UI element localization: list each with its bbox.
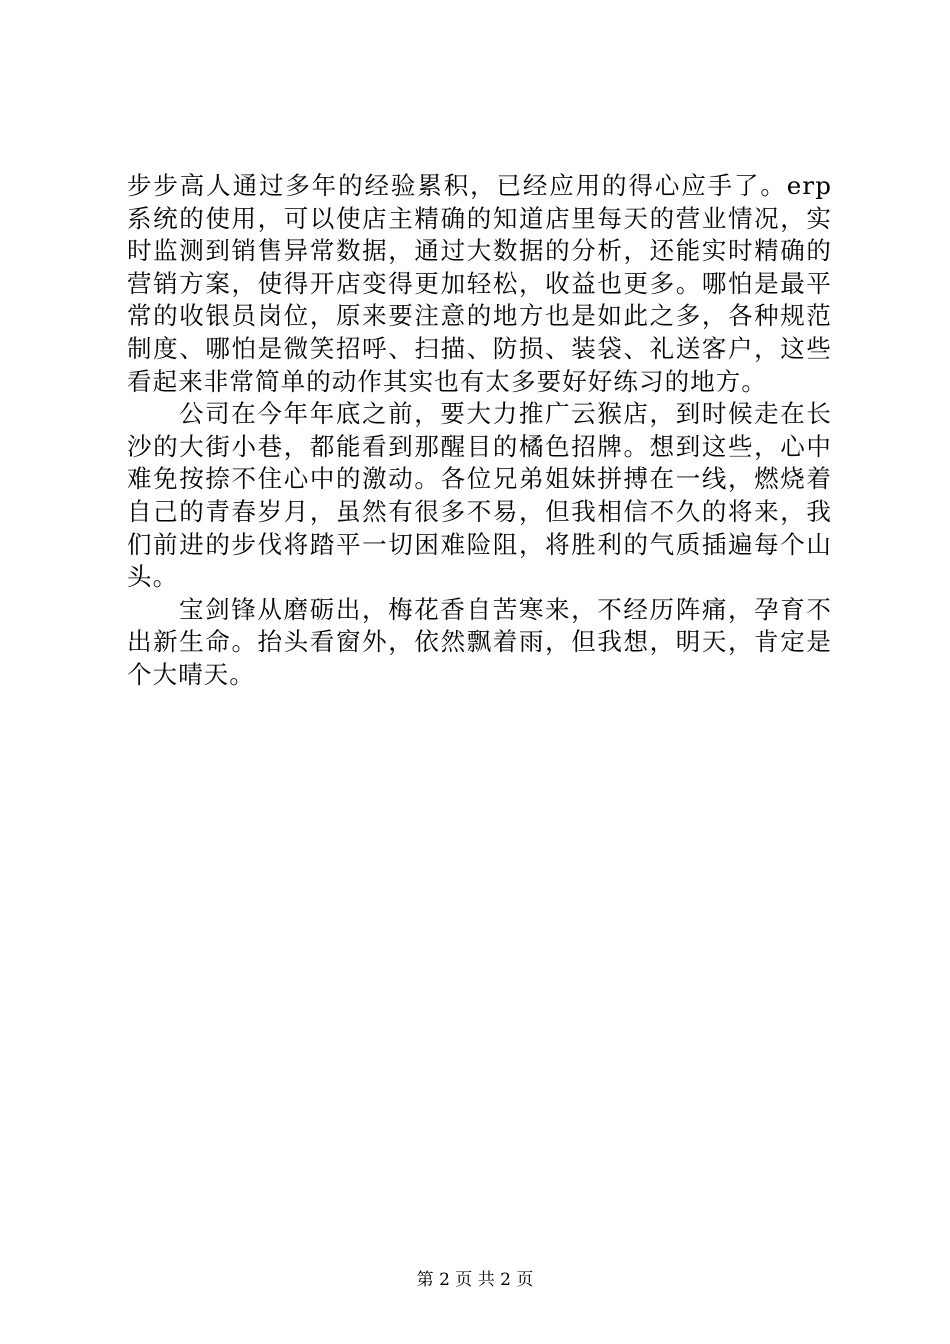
paragraph-3: 宝剑锋从磨砺出，梅花香自苦寒来，不经历阵痛，孕育不出新生命。抬头看窗外，依然飘着雨，但我想，明天，肯定是个大晴天。 (127, 594, 832, 689)
page-footer: 第 2 页 共 2 页 (416, 1270, 534, 1290)
paragraph-1: 步步高人通过多年的经验累积，已经应用的得心应手了。erp系统的使用，可以使店主精确的知道店里每天的营业情况，实时监测到销售异常数据，通过大数据的分析，还能实时精确的营销方案，使得开店变得更加轻松，收益也更多。哪怕是最平常的收银员岗位，原来要注意的地方也是如此之多，各种规范制度、哪怕是微笑招呼、扫描、防损、装袋、礼送客户，这些看起来非常简单的动作其实也有太多要好好练习的地方。 (127, 171, 832, 396)
paragraph-2: 公司在今年年底之前，要大力推广云猴店，到时候走在长沙的大街小巷，都能看到那醒目的橘色招牌。想到这些，心中难免按捺不住心中的激动。各位兄弟姐妹拼搏在一线，燃烧着自己的青春岁月，虽然有很多不易，但我相信不久的将来，我们前进的步伐将踏平一切困难险阻，将胜利的气质插遍每个山头。 (127, 399, 832, 592)
document-body (127, 170, 832, 692)
